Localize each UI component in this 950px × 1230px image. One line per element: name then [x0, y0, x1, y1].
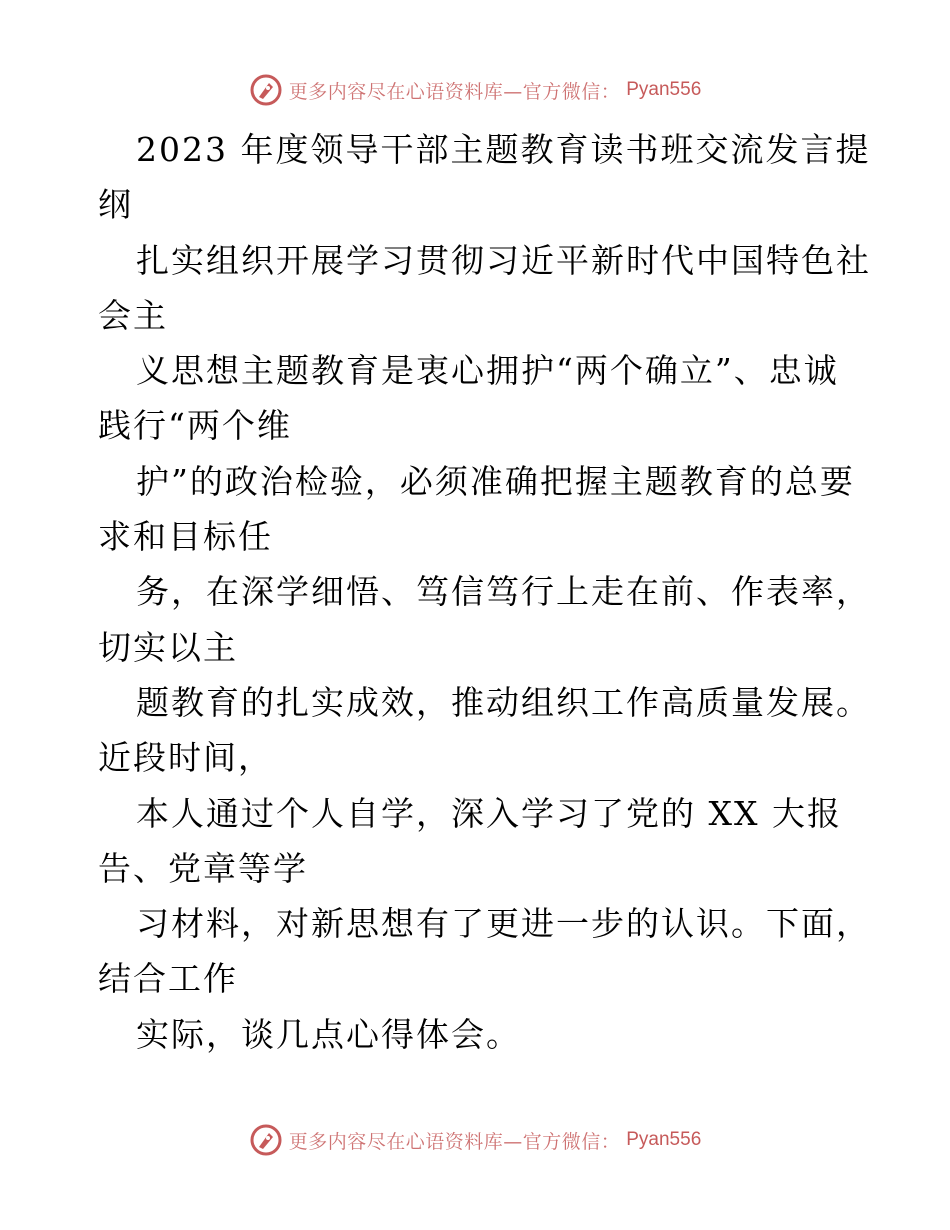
document-body: [98, 122, 871, 1062]
pen-nib-logo-icon: [249, 1123, 283, 1157]
text-line: 务，在深学细悟、笃信笃行上走在前、作表率，: [136, 572, 871, 612]
text-line: 结合工作: [98, 959, 238, 999]
header-watermark: [0, 70, 950, 110]
pen-nib-logo-icon: [249, 73, 283, 107]
text-line: 近段时间，: [98, 738, 273, 778]
text-line: 纲: [98, 185, 133, 225]
text-line: 求和目标任: [98, 517, 273, 557]
text-line: 实际，谈几点心得体会。: [136, 1014, 521, 1054]
text-line: 切实以主: [98, 627, 238, 667]
footer-watermark: [0, 1120, 950, 1160]
watermark-account: Pyan556: [626, 1129, 702, 1150]
text-line: 义思想主题教育是衷心拥护“两个确立”、忠诚: [136, 351, 839, 391]
text-line: 扎实组织开展学习贯彻习近平新时代中国特色社: [136, 240, 871, 280]
watermark-text: 更多内容尽在心语资料库—官方微信：: [288, 80, 621, 103]
watermark-account: Pyan556: [626, 79, 702, 100]
text-line: 题教育的扎实成效，推动组织工作高质量发展。: [136, 682, 871, 722]
text-line: 告、党章等学: [98, 848, 308, 888]
text-line: 会主: [98, 295, 168, 335]
text-line: 护”的政治检验，必须准确把握主题教育的总要: [136, 461, 855, 501]
text-line: 2023 年度领导干部主题教育读书班交流发言提: [136, 130, 871, 169]
text-line: 本人通过个人自学，深入学习了党的 XX 大报: [136, 793, 842, 833]
watermark-text: 更多内容尽在心语资料库—官方微信：: [288, 1130, 621, 1153]
text-line: 习材料，对新思想有了更进一步的认识。下面，: [136, 904, 871, 944]
text-line: 践行“两个维: [98, 406, 292, 446]
